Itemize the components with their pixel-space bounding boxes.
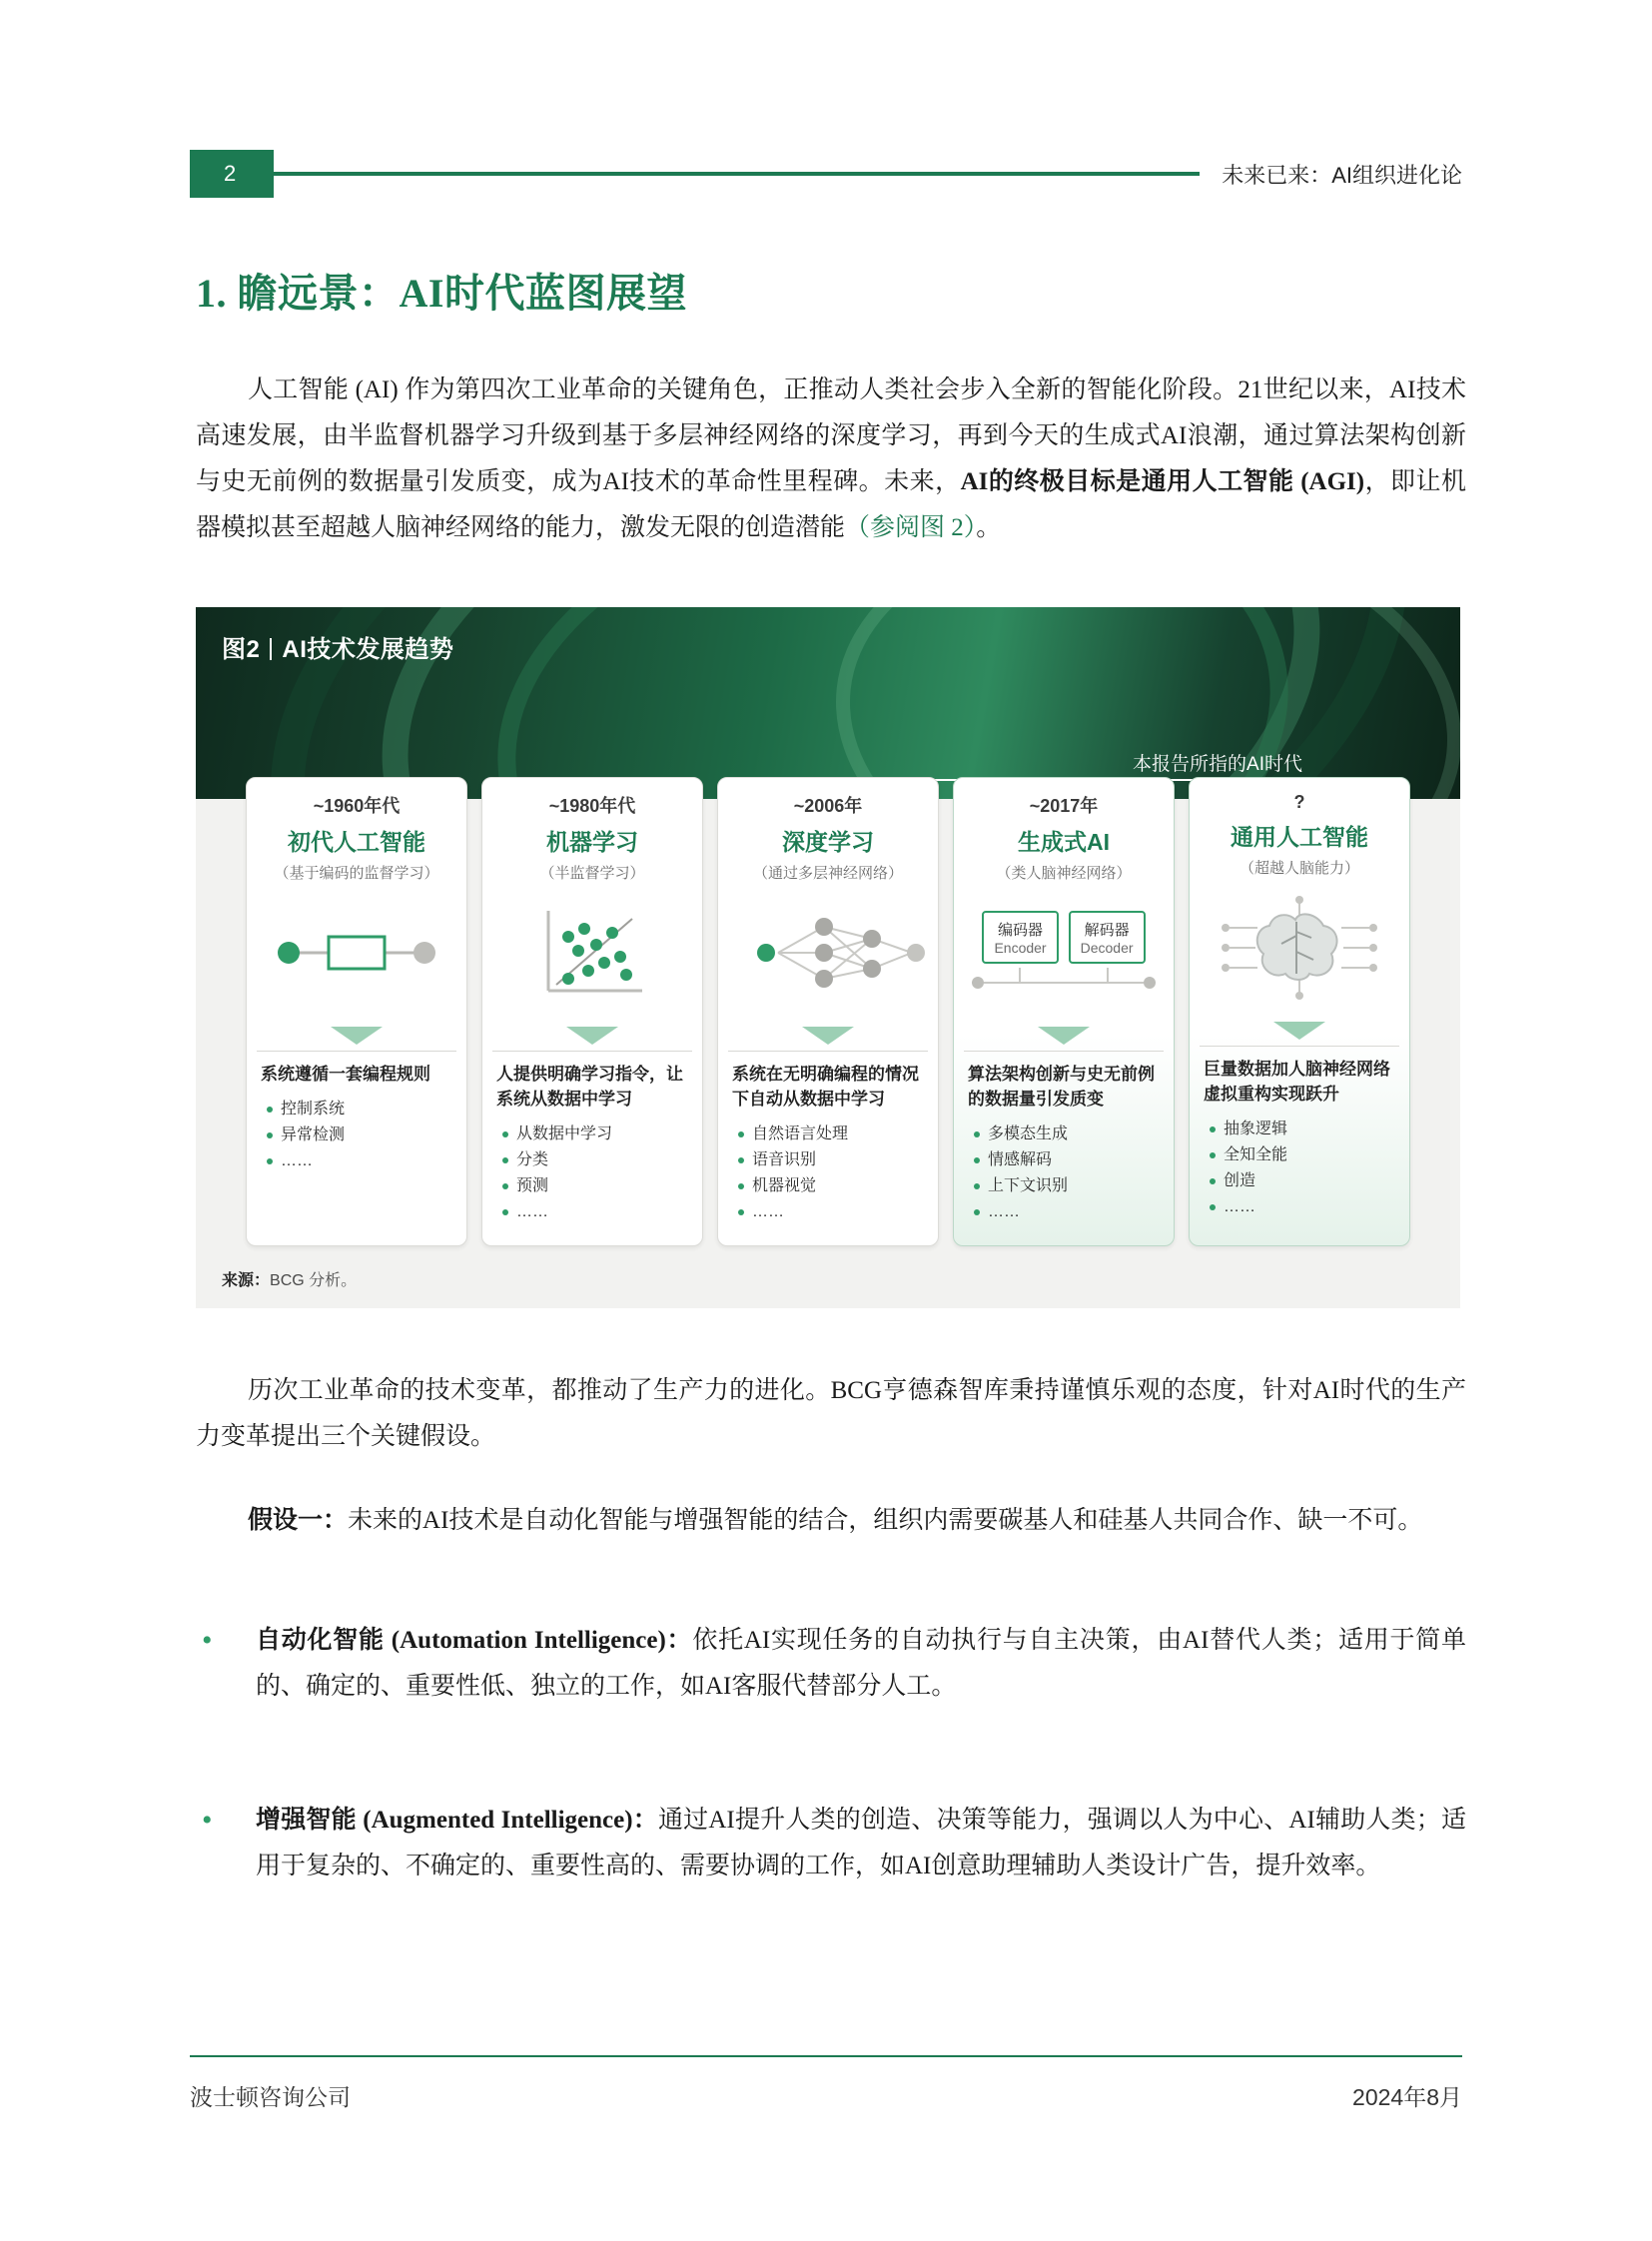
header-divider xyxy=(274,172,1200,176)
list-item: 控制系统 xyxy=(267,1097,452,1122)
timeline-card-deep-learning xyxy=(717,777,939,1246)
bullet-body: 通过AI提升人类的创造、决策等能力，强调以人为中心、AI辅助人类；适用于复杂的、不确定的、重要性高的、需要协调的工作，如AI创意助理辅助人类设计广告，提升效率。 xyxy=(256,1807,1467,1879)
list-item: …… xyxy=(738,1199,924,1225)
card-era: ~2006年 xyxy=(793,796,863,816)
list-item: 机器视觉 xyxy=(738,1173,924,1199)
list-item: 异常检测 xyxy=(267,1122,452,1148)
intro-paragraph xyxy=(196,368,1466,551)
list-item: 预测 xyxy=(502,1173,688,1199)
exhibit-figure-2 xyxy=(196,607,1460,1308)
exhibit-reference: （参阅图 2） xyxy=(845,514,977,541)
decoder-label-cn: 解码器 xyxy=(1084,922,1130,939)
bullet-content xyxy=(256,1798,1466,1889)
timeline-card-early-ai xyxy=(246,777,467,1246)
card-header xyxy=(954,778,1174,889)
bullet-augmented-intelligence xyxy=(196,1798,1466,1889)
card-item-list xyxy=(954,1121,1174,1225)
bullet-dot-icon: • xyxy=(202,1624,213,1657)
card-title: 深度学习 xyxy=(782,829,874,855)
bullet-automation-intelligence xyxy=(196,1618,1466,1710)
list-item: 创造 xyxy=(1210,1168,1395,1194)
list-item: 多模态生成 xyxy=(974,1121,1160,1147)
decoder-label-en: Decoder xyxy=(1080,940,1134,956)
list-item: 抽象逻辑 xyxy=(1210,1117,1395,1142)
card-description: 系统在无明确编程的情况下自动从数据中学习 xyxy=(732,1065,919,1109)
document-title: 未来已来：AI组织进化论 xyxy=(1222,162,1462,188)
list-item: …… xyxy=(974,1199,1160,1225)
card-description: 算法架构创新与史无前例的数据量引发质变 xyxy=(968,1065,1155,1109)
card-illustration-rule-system xyxy=(255,893,458,1023)
card-item-list xyxy=(718,1121,938,1225)
card-era: ? xyxy=(1293,792,1305,812)
intro-text-part2: ，即让机器模拟甚至超越人脑神经网络的能力，激发无限的创造潜能 xyxy=(196,468,1466,541)
footer-divider xyxy=(190,2055,1462,2057)
card-header xyxy=(718,778,938,889)
list-item: 分类 xyxy=(502,1147,688,1173)
bullet-dot-icon: • xyxy=(202,1804,213,1837)
card-arrow-icon xyxy=(1273,1022,1325,1040)
hypothesis-paragraph xyxy=(196,1498,1466,1544)
timeline-card-machine-learning xyxy=(481,777,703,1246)
card-title: 初代人工智能 xyxy=(288,829,425,855)
page-number: 2 xyxy=(190,150,274,198)
page-footer xyxy=(190,2079,1462,2112)
card-arrow-icon xyxy=(566,1027,618,1045)
card-era: ~1980年代 xyxy=(548,796,636,816)
bullet-title: 增强智能 (Augmented Intelligence)： xyxy=(256,1807,658,1834)
intro-text-end: 。 xyxy=(976,514,1002,541)
timeline-cards xyxy=(246,777,1410,1246)
bullet-content xyxy=(256,1618,1466,1710)
hypothesis-label: 假设一： xyxy=(248,1507,349,1534)
bullet-body: 依托AI实现任务的自动执行与自主决策，由AI替代人类；适用于简单的、确定的、重要性低、独立的工作，如AI客服代替部分人工。 xyxy=(256,1627,1466,1700)
card-item-list xyxy=(482,1121,702,1225)
list-item: 情感解码 xyxy=(974,1147,1160,1173)
card-subtitle: （超越人脑能力） xyxy=(1239,860,1359,877)
card-header xyxy=(482,778,702,889)
card-title: 机器学习 xyxy=(546,829,638,855)
exhibit-source xyxy=(222,1267,357,1290)
source-label: 来源： xyxy=(222,1272,271,1289)
card-item-list xyxy=(247,1097,466,1174)
list-item: 上下文识别 xyxy=(974,1173,1160,1199)
hypothesis-text: 未来的AI技术是自动化智能与增强智能的结合，组织内需要碳基人和硅基人共同合作、缺一不可。 xyxy=(348,1507,1423,1534)
intro-text-part1: 人工智能 (AI) 作为第四次工业革命的关键角色，正推动人类社会步入全新的智能化阶段。21世纪以来，AI技术高速发展，由半监督机器学习升级到基于多层神经网络的深度学习，再到今天的生成式AI浪潮，通过算法架构创新与史无前例的数据量引发质变，成为AI技术的革命性里程碑。未来， xyxy=(196,376,1466,495)
exhibit-title: AI技术发展趋势 xyxy=(282,636,454,663)
source-text: BCG 分析。 xyxy=(270,1272,358,1289)
card-title: 通用人工智能 xyxy=(1231,824,1368,850)
card-arrow-icon xyxy=(1038,1027,1090,1045)
intro-text-bold: AI的终极目标是通用人工智能 (AGI) xyxy=(960,468,1365,495)
card-era: ~2017年 xyxy=(1029,796,1099,816)
bullet-title: 自动化智能 (Automation Intelligence)： xyxy=(256,1627,693,1654)
card-illustration-encoder-decoder xyxy=(962,893,1166,1023)
card-illustration-neural-network xyxy=(726,893,930,1023)
list-item: …… xyxy=(502,1199,688,1225)
card-subtitle: （通过多层神经网络） xyxy=(752,865,903,882)
era-annotation: 本报告所指的AI时代 xyxy=(1133,754,1302,775)
page-header xyxy=(190,150,1462,198)
list-item: …… xyxy=(1210,1194,1395,1220)
footer-company: 波士顿咨询公司 xyxy=(190,2084,351,2110)
list-item: 语音识别 xyxy=(738,1147,924,1173)
card-header xyxy=(1190,778,1409,884)
card-arrow-icon xyxy=(802,1027,854,1045)
exhibit-number: 图2 xyxy=(222,636,261,663)
timeline-card-generative-ai xyxy=(953,777,1175,1246)
card-subtitle: （类人脑神经网络） xyxy=(996,865,1132,882)
card-title: 生成式AI xyxy=(1018,829,1110,855)
card-subtitle: （基于编码的监督学习） xyxy=(274,865,439,882)
label-divider xyxy=(270,638,272,660)
encoder-label-en: Encoder xyxy=(994,940,1047,956)
card-illustration-brain-chip xyxy=(1198,888,1401,1018)
card-description: 系统遵循一套编程规则 xyxy=(261,1065,430,1084)
footer-date: 2024年8月 xyxy=(1352,2084,1462,2110)
exhibit-banner xyxy=(196,607,1460,799)
card-subtitle: （半监督学习） xyxy=(539,865,645,882)
list-item: 全知全能 xyxy=(1210,1142,1395,1168)
exhibit-label xyxy=(222,629,453,664)
card-header xyxy=(247,778,466,889)
productivity-paragraph: 历次工业革命的技术变革，都推动了生产力的进化。BCG亨德森智库秉持谨慎乐观的态度，针对AI时代的生产力变革提出三个关键假设。 xyxy=(196,1377,1466,1450)
card-description: 巨量数据加人脑神经网络虚拟重构实现跃升 xyxy=(1204,1060,1390,1104)
card-item-list xyxy=(1190,1117,1409,1220)
list-item: 从数据中学习 xyxy=(502,1121,688,1147)
card-illustration-scatter-plot xyxy=(490,893,694,1023)
card-description: 人提供明确学习指令，让系统从数据中学习 xyxy=(496,1065,683,1109)
section-heading: 1. 瞻远景：AI时代蓝图展望 xyxy=(196,271,687,316)
encoder-label-cn: 编码器 xyxy=(998,922,1044,939)
timeline-card-agi xyxy=(1189,777,1410,1246)
list-item: …… xyxy=(267,1148,452,1174)
card-era: ~1960年代 xyxy=(313,796,401,816)
list-item: 自然语言处理 xyxy=(738,1121,924,1147)
card-arrow-icon xyxy=(331,1027,383,1045)
